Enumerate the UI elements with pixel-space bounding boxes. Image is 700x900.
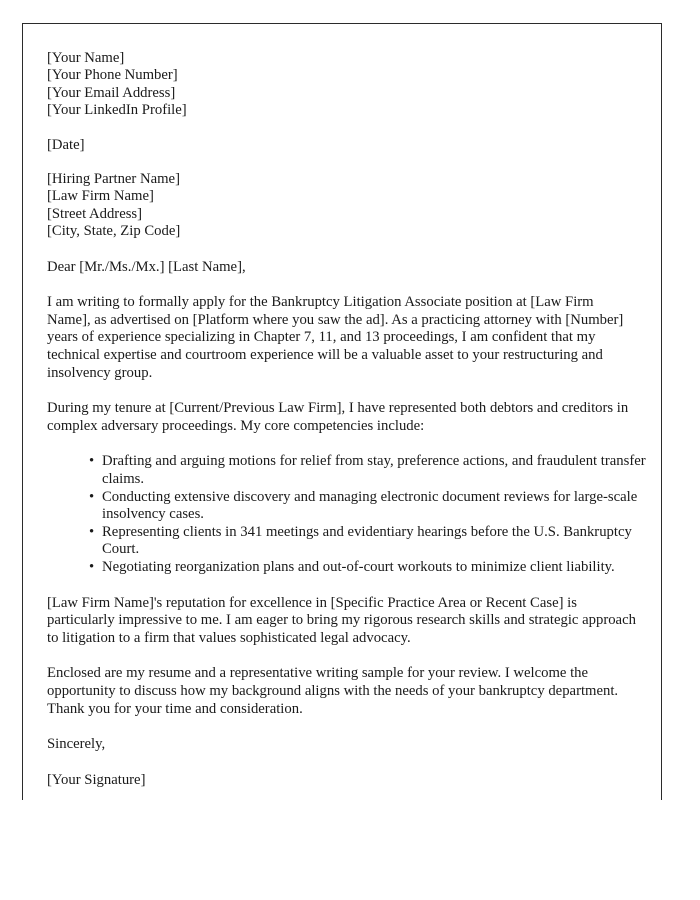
spacer-after-firm-praise xyxy=(47,647,637,665)
recipient-hiring-partner: [Hiring Partner Name] xyxy=(47,171,180,188)
letter-body xyxy=(47,50,646,789)
list-item: • Negotiating reorganization plans and out-of-court workouts to minimize client liability. xyxy=(89,559,647,577)
sender-contact-block xyxy=(47,50,637,120)
signature-placeholder: [Your Signature] xyxy=(47,771,146,788)
paragraph-intro-wrap xyxy=(47,294,639,382)
paragraph-experience-lead-in: During my tenure at [Current/Previous Law Firm], I have represented both debtors and creditors in complex adversary proceedings. My core competencies include: xyxy=(47,400,629,434)
recipient-city-state-zip: [City, State, Zip Code] xyxy=(47,223,181,240)
paragraph-firm-praise-wrap xyxy=(47,595,639,648)
paragraph-firm-praise: [Law Firm Name]'s reputation for excellence in [Specific Practice Area or Recent Case] is particularly impressive to me. I am eager to bring my rigorous research skills and strategic approach to litigation to a firm that values sophisticated legal advocacy. xyxy=(47,594,636,646)
list-item: • Conducting extensive discovery and managing electronic document reviews for large-scale insolvency cases. xyxy=(89,489,647,524)
document-page xyxy=(22,23,662,800)
spacer-after-bullets xyxy=(47,577,637,595)
spacer-after-sender xyxy=(47,120,637,137)
recipient-firm-name: [Law Firm Name] xyxy=(47,188,154,205)
spacer-after-salutation xyxy=(47,276,637,294)
recipient-address-block xyxy=(47,171,637,241)
list-item: • Drafting and arguing motions for relief from stay, preference actions, and fraudulent transfer claims. xyxy=(89,453,647,488)
paragraph-experience-lead-in-wrap xyxy=(47,400,639,435)
date-placeholder: [Date] xyxy=(47,136,85,153)
spacer-after-date xyxy=(47,154,637,171)
paragraph-closing-wrap xyxy=(47,665,639,718)
spacer-after-recipient xyxy=(47,241,637,259)
spacer-after-closing xyxy=(47,718,637,736)
sender-name: [Your Name] xyxy=(47,50,125,66)
competencies-list-wrap xyxy=(47,453,647,576)
sender-linkedin: [Your LinkedIn Profile] xyxy=(47,102,187,119)
spacer-before-bullets xyxy=(47,435,637,453)
competencies-list xyxy=(47,453,647,576)
list-item: • Representing clients in 341 meetings and evidentiary hearings before the U.S. Bankruptcy Court. xyxy=(89,524,647,559)
recipient-street-address: [Street Address] xyxy=(47,205,143,222)
sender-email: [Your Email Address] xyxy=(47,84,176,101)
closing-salutation: Sincerely, xyxy=(47,736,106,753)
sender-phone: [Your Phone Number] xyxy=(47,67,178,84)
spacer-after-intro xyxy=(47,382,637,400)
salutation: Dear [Mr./Ms./Mx.] [Last Name], xyxy=(47,258,246,275)
spacer-before-signature xyxy=(47,754,637,772)
date-block xyxy=(47,137,637,154)
paragraph-closing: Enclosed are my resume and a representative writing sample for your review. I welcome the opportunity to discuss how my background aligns with the needs of your bankruptcy department. Thank you for your time and consideration. xyxy=(47,665,619,717)
paragraph-intro: I am writing to formally apply for the Bankruptcy Litigation Associate position at [Law Firm Name], as advertised on [Platform where you saw the ad]. As a practicing attorney with [Number] years of experience specializing in Chapter 7, 11, and 13 proceedings, I am confident that my technical expertise and courtroom experience will be a valuable asset to your restructuring and insolvency group. xyxy=(47,294,624,381)
